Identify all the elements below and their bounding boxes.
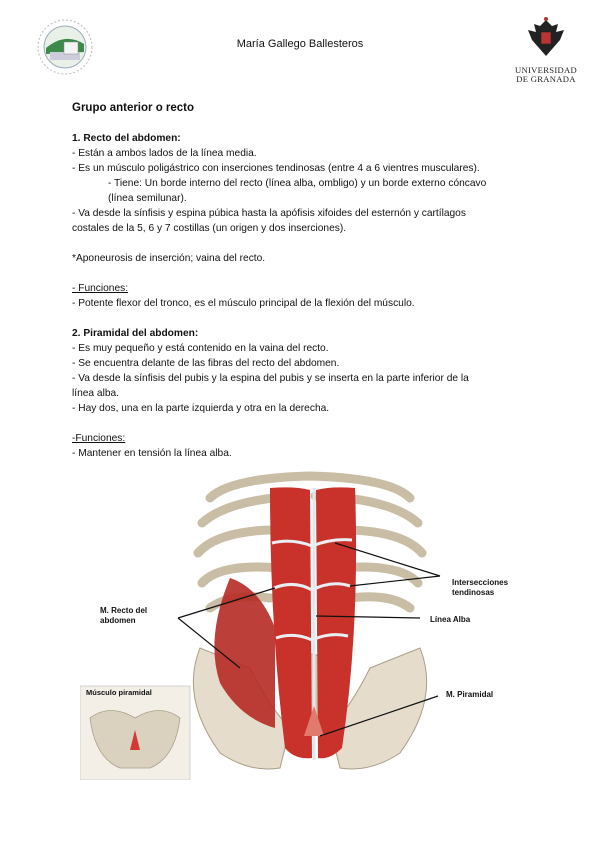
section-heading-piramidal: 2. Piramidal del abdomen:: [72, 328, 199, 339]
pyramidal-inset: [80, 686, 190, 780]
paragraph-line: línea alba.: [72, 388, 120, 399]
paragraph-line: - Va desde la sínfisis del pubis y la espina del pubis y se inserta en la parte inferior de la: [72, 373, 469, 384]
crest-logo: [508, 16, 584, 88]
paragraph-line: - Es un músculo poligástrico con inserciones tendinosas (entre 4 a 6 vientres musculares).: [72, 163, 480, 174]
paragraph-line: - Se encuentra delante de las fibras del recto del abdomen.: [72, 358, 340, 369]
paragraph-line: - Mantener en tensión la línea alba.: [72, 448, 232, 459]
paragraph-line: - Tiene: Un borde interno del recto (línea alba, ombligo) y un borde externo cóncavo: [108, 178, 487, 189]
author-name: María Gallego Ballesteros: [236, 38, 364, 50]
paragraph-line: - Va desde la sínfisis y espina púbica hasta la apófisis xifoides del esternón y cartílagos: [72, 208, 466, 219]
page-title: Grupo anterior o recto: [72, 102, 195, 114]
abdomen-muscles-illustration: [80, 468, 520, 780]
paragraph-line: costales de la 5, 6 y 7 costillas (un origen y dos inserciones).: [72, 223, 347, 234]
paragraph-line: (línea semilunar).: [108, 193, 187, 204]
label-piramidal: M. Piramidal: [446, 690, 494, 699]
paragraph-line: - Es muy pequeño y está contenido en la vaina del recto.: [72, 343, 329, 354]
inset-title: Músculo piramidal: [86, 688, 152, 697]
document-body: [72, 101, 522, 461]
label-intersecciones-tendinosas: Intersecciones tendinosas: [452, 578, 509, 597]
paragraph-line: - Están a ambos lados de la línea media.: [72, 148, 257, 159]
functions-heading: - Funciones:: [72, 283, 129, 294]
functions-heading: -Funciones:: [72, 433, 126, 444]
paragraph-line: - Hay dos, una en la parte izquierda y otra en la derecha.: [72, 403, 330, 414]
label-recto-abdomen: M. Recto del abdomen: [100, 606, 148, 625]
label-linea-alba: Línea Alba: [430, 615, 471, 624]
university-name: UNIVERSIDAD DE GRANADA: [514, 65, 578, 84]
section-heading-recto: 1. Recto del abdomen:: [72, 133, 181, 144]
paragraph-line: - Potente flexor del tronco, es el músculo principal de la flexión del músculo.: [72, 298, 415, 309]
note-line: *Aponeurosis de inserción; vaina del recto.: [72, 253, 266, 264]
